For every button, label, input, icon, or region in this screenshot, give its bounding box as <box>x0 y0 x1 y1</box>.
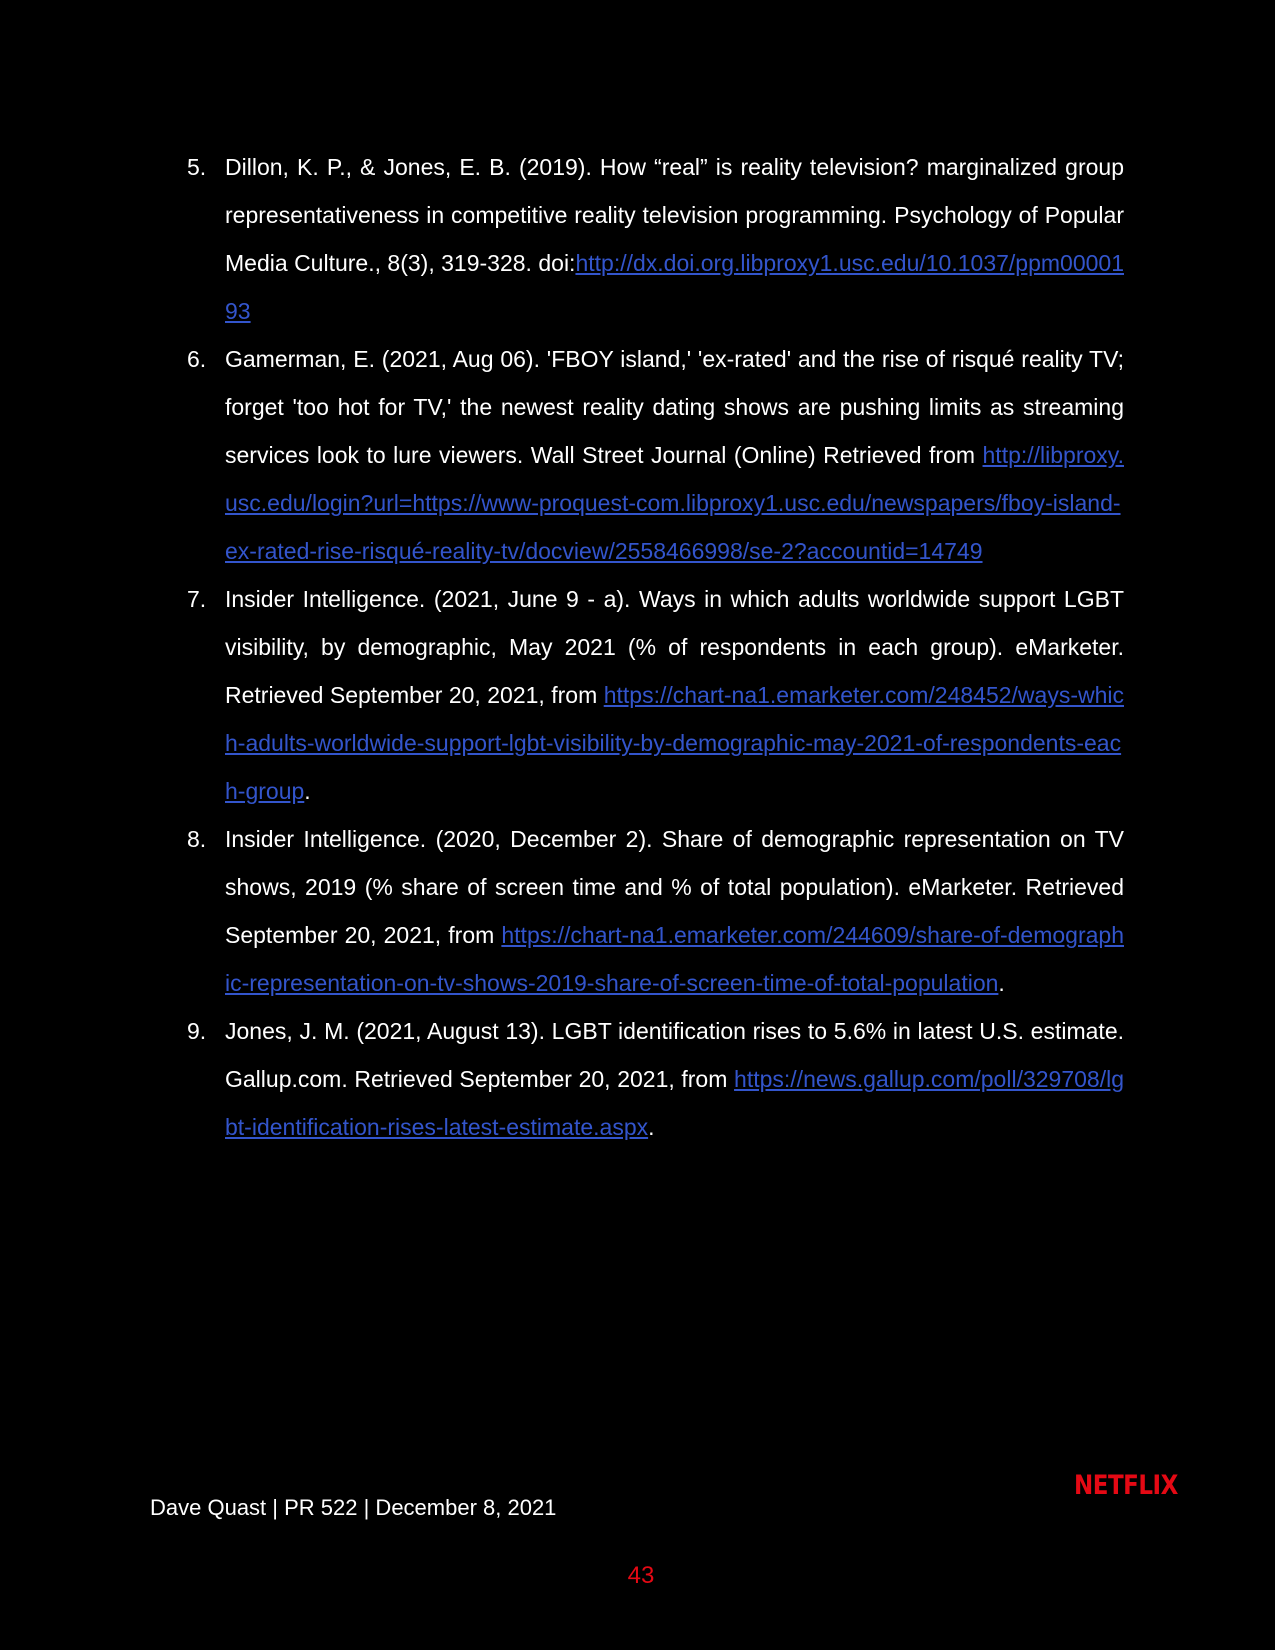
reference-text: Gamerman, E. (2021, Aug 06). 'FBOY island,' 'ex-rated' and the rise of risqué reality TV; forget 'too hot for TV,' the newest reality dating shows are pushing limits as streaming services look to lure viewers. Wall Street Journal (Online) Retrieved from <box>225 346 1124 468</box>
reference-item <box>187 815 1124 1007</box>
reference-suffix: . <box>304 778 311 804</box>
reference-number: 9. <box>187 1018 207 1044</box>
reference-item <box>187 143 1124 335</box>
reference-link[interactable]: https://news.gallup.com/poll/329708/lgbt-identification-rises-latest-estimate.aspx <box>225 1066 1124 1140</box>
reference-number: 5. <box>187 154 207 180</box>
netflix-logo: NETFLIX <box>1074 1471 1178 1501</box>
reference-link[interactable]: http://libproxy.usc.edu/login?url=https://www-proquest-com.libproxy1.usc.edu/newspapers/fboy-island-ex-rated-rise-risqué-reality-tv/docview/2558466998/se-2?accountid=14749 <box>225 442 1124 564</box>
page-number: 43 <box>627 1562 655 1589</box>
reference-text: Dillon, K. P., & Jones, E. B. (2019). How “real” is reality television? marginalized group representativeness in competitive reality television programming. Psychology of Popular Media Culture., 8(3), 319-328. doi: <box>225 154 1124 276</box>
reference-number: 6. <box>187 346 207 372</box>
reference-suffix: . <box>648 1114 655 1140</box>
reference-item <box>187 1007 1124 1151</box>
reference-text: Insider Intelligence. (2021, June 9 - a). Ways in which adults worldwide support LGBT visibility, by demographic, May 2021 (% of respondents in each group). eMarketer. Retrieved September 20, 2021, from <box>225 586 1124 708</box>
reference-number: 8. <box>187 826 207 852</box>
reference-suffix: . <box>998 970 1005 996</box>
reference-text: Jones, J. M. (2021, August 13). LGBT identification rises to 5.6% in latest U.S. estimate. Gallup.com. Retrieved September 20, 2021, from <box>225 1018 1124 1092</box>
reference-list <box>0 143 1275 1151</box>
reference-item <box>187 335 1124 575</box>
reference-text: Insider Intelligence. (2020, December 2). Share of demographic representation on TV shows, 2019 (% share of screen time and % of total population). eMarketer. Retrieved September 20, 2021, from <box>225 826 1124 948</box>
reference-number: 7. <box>187 586 207 612</box>
reference-link[interactable]: https://chart-na1.emarketer.com/244609/share-of-demographic-representation-on-tv-shows-2019-share-of-screen-time-of-total-population <box>225 922 1124 996</box>
reference-link[interactable]: https://chart-na1.emarketer.com/248452/ways-which-adults-worldwide-support-lgbt-visibility-by-demographic-may-2021-of-respondents-each-group <box>225 682 1124 804</box>
reference-item <box>187 575 1124 815</box>
footer-author-line: Dave Quast | PR 522 | December 8, 2021 <box>150 1495 557 1520</box>
reference-link[interactable]: http://dx.doi.org.libproxy1.usc.edu/10.1037/ppm0000193 <box>225 250 1124 324</box>
